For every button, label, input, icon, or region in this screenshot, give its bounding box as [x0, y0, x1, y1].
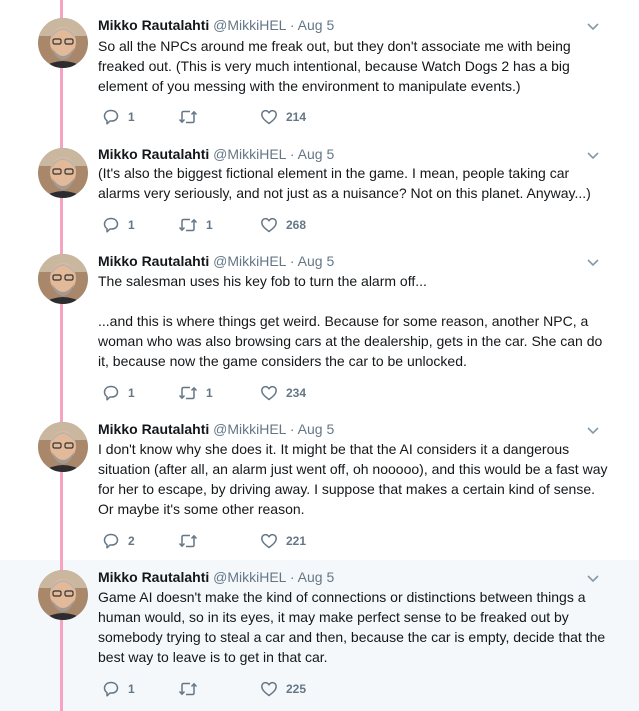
chevron-down-icon[interactable] [585, 570, 601, 586]
timestamp[interactable]: Aug 5 [297, 253, 335, 269]
retweet-icon [178, 216, 198, 234]
tweet-header [98, 145, 334, 163]
reply-icon [102, 680, 120, 698]
tweet-text [98, 271, 610, 371]
reply-button[interactable] [102, 531, 135, 551]
display-name[interactable]: Mikko Rautalahti [98, 569, 210, 585]
user-handle[interactable]: @MikkiHEL [213, 421, 286, 437]
like-count: 268 [286, 218, 307, 232]
separator-dot: · [289, 253, 295, 269]
user-handle[interactable]: @MikkiHEL [213, 146, 286, 162]
chevron-down-icon[interactable] [585, 18, 601, 34]
reply-icon [102, 108, 120, 126]
reply-icon [102, 384, 120, 402]
retweet-icon [178, 384, 198, 402]
like-count: 221 [286, 534, 307, 548]
reply-count: 2 [128, 534, 135, 548]
tweet[interactable] [0, 412, 639, 560]
tweet-paragraph: So all the NPCs around me freak out, but they don't associate me with being freaked out. (This is very much intentional, because Watch Dogs 2 has a big element of you messing with the environment to manipulate events.) [98, 38, 571, 94]
tweet-paragraph: ...and this is where things get weird. Because for some reason, another NPC, a woman who was also browsing cars at the dealership, gets in the car. She can do it, because now the game considers the car to be unlocked. [98, 313, 603, 369]
reply-icon [102, 216, 120, 234]
user-handle[interactable]: @MikkiHEL [213, 253, 286, 269]
reply-icon [102, 532, 120, 550]
separator-dot: · [289, 569, 295, 585]
reply-count: 1 [128, 110, 135, 124]
timestamp[interactable]: Aug 5 [297, 421, 335, 437]
reply-button[interactable] [102, 215, 135, 235]
retweet-button[interactable] [178, 679, 206, 699]
display-name[interactable]: Mikko Rautalahti [98, 421, 210, 437]
tweet-paragraph: The salesman uses his key fob to turn the alarm off... [98, 273, 427, 289]
heart-icon [260, 680, 278, 698]
tweet-text [98, 36, 610, 96]
retweet-icon [178, 680, 198, 698]
timestamp[interactable]: Aug 5 [297, 146, 335, 162]
chevron-down-icon[interactable] [585, 254, 601, 270]
retweet-button[interactable] [178, 107, 206, 127]
separator-dot: · [289, 421, 295, 437]
display-name[interactable]: Mikko Rautalahti [98, 17, 210, 33]
reply-count: 1 [128, 682, 135, 696]
reply-count: 1 [128, 218, 135, 232]
like-button[interactable] [260, 215, 306, 235]
avatar[interactable] [38, 148, 88, 198]
timestamp[interactable]: Aug 5 [297, 569, 335, 585]
tweet[interactable] [0, 148, 639, 244]
tweet-header [98, 568, 334, 586]
like-count: 234 [286, 386, 307, 400]
heart-icon [260, 384, 278, 402]
tweet-header [98, 252, 334, 270]
avatar[interactable] [38, 570, 88, 620]
reply-button[interactable] [102, 107, 135, 127]
retweet-count: 1 [206, 218, 213, 232]
reply-button[interactable] [102, 679, 135, 699]
user-handle[interactable]: @MikkiHEL [213, 17, 286, 33]
user-handle[interactable]: @MikkiHEL [213, 569, 286, 585]
heart-icon [260, 108, 278, 126]
tweet-paragraph: I don't know why she does it. It might be that the AI considers it a dangerous situation (after all, an alarm just went off, oh nooooo), and this would be a fast way for her to escape, by driving away. I suppose that makes a certain kind of sense. Or maybe it's some other reason. [98, 441, 608, 517]
tweet-text [98, 163, 610, 203]
tweet-header [98, 420, 334, 438]
like-count: 225 [286, 682, 307, 696]
tweet[interactable] [0, 244, 639, 412]
avatar[interactable] [38, 422, 88, 472]
retweet-count: 1 [206, 386, 213, 400]
separator-dot: · [289, 17, 295, 33]
separator-dot: · [289, 146, 295, 162]
like-count: 214 [286, 110, 307, 124]
tweet-paragraph: (It's also the biggest fictional element in the game. I mean, people taking car alarms very seriously, and not just as a nuisance? Not on this planet. Anyway...) [98, 165, 591, 201]
retweet-icon [178, 108, 198, 126]
timestamp[interactable]: Aug 5 [297, 17, 335, 33]
reply-button[interactable] [102, 383, 135, 403]
avatar[interactable] [38, 254, 88, 304]
retweet-icon [178, 532, 198, 550]
tweet-paragraph: Game AI doesn't make the kind of connections or distinctions between things a human would, so in its eyes, it may make perfect sense to be freaked out by somebody trying to steal a car and then, because the car is empty, decide that the best way to leave is to get in that car. [98, 589, 606, 665]
like-button[interactable] [260, 107, 306, 127]
tweet-text [98, 587, 610, 667]
retweet-button[interactable] [178, 383, 213, 403]
tweet[interactable] [0, 560, 639, 711]
display-name[interactable]: Mikko Rautalahti [98, 253, 210, 269]
like-button[interactable] [260, 531, 306, 551]
tweet-text [98, 439, 610, 519]
heart-icon [260, 532, 278, 550]
chevron-down-icon[interactable] [585, 147, 601, 163]
tweet[interactable] [0, 0, 639, 148]
avatar[interactable] [38, 18, 88, 68]
retweet-button[interactable] [178, 531, 206, 551]
chevron-down-icon[interactable] [585, 422, 601, 438]
heart-icon [260, 216, 278, 234]
retweet-button[interactable] [178, 215, 213, 235]
reply-count: 1 [128, 386, 135, 400]
like-button[interactable] [260, 383, 306, 403]
display-name[interactable]: Mikko Rautalahti [98, 146, 210, 162]
tweet-header [98, 16, 334, 34]
like-button[interactable] [260, 679, 306, 699]
